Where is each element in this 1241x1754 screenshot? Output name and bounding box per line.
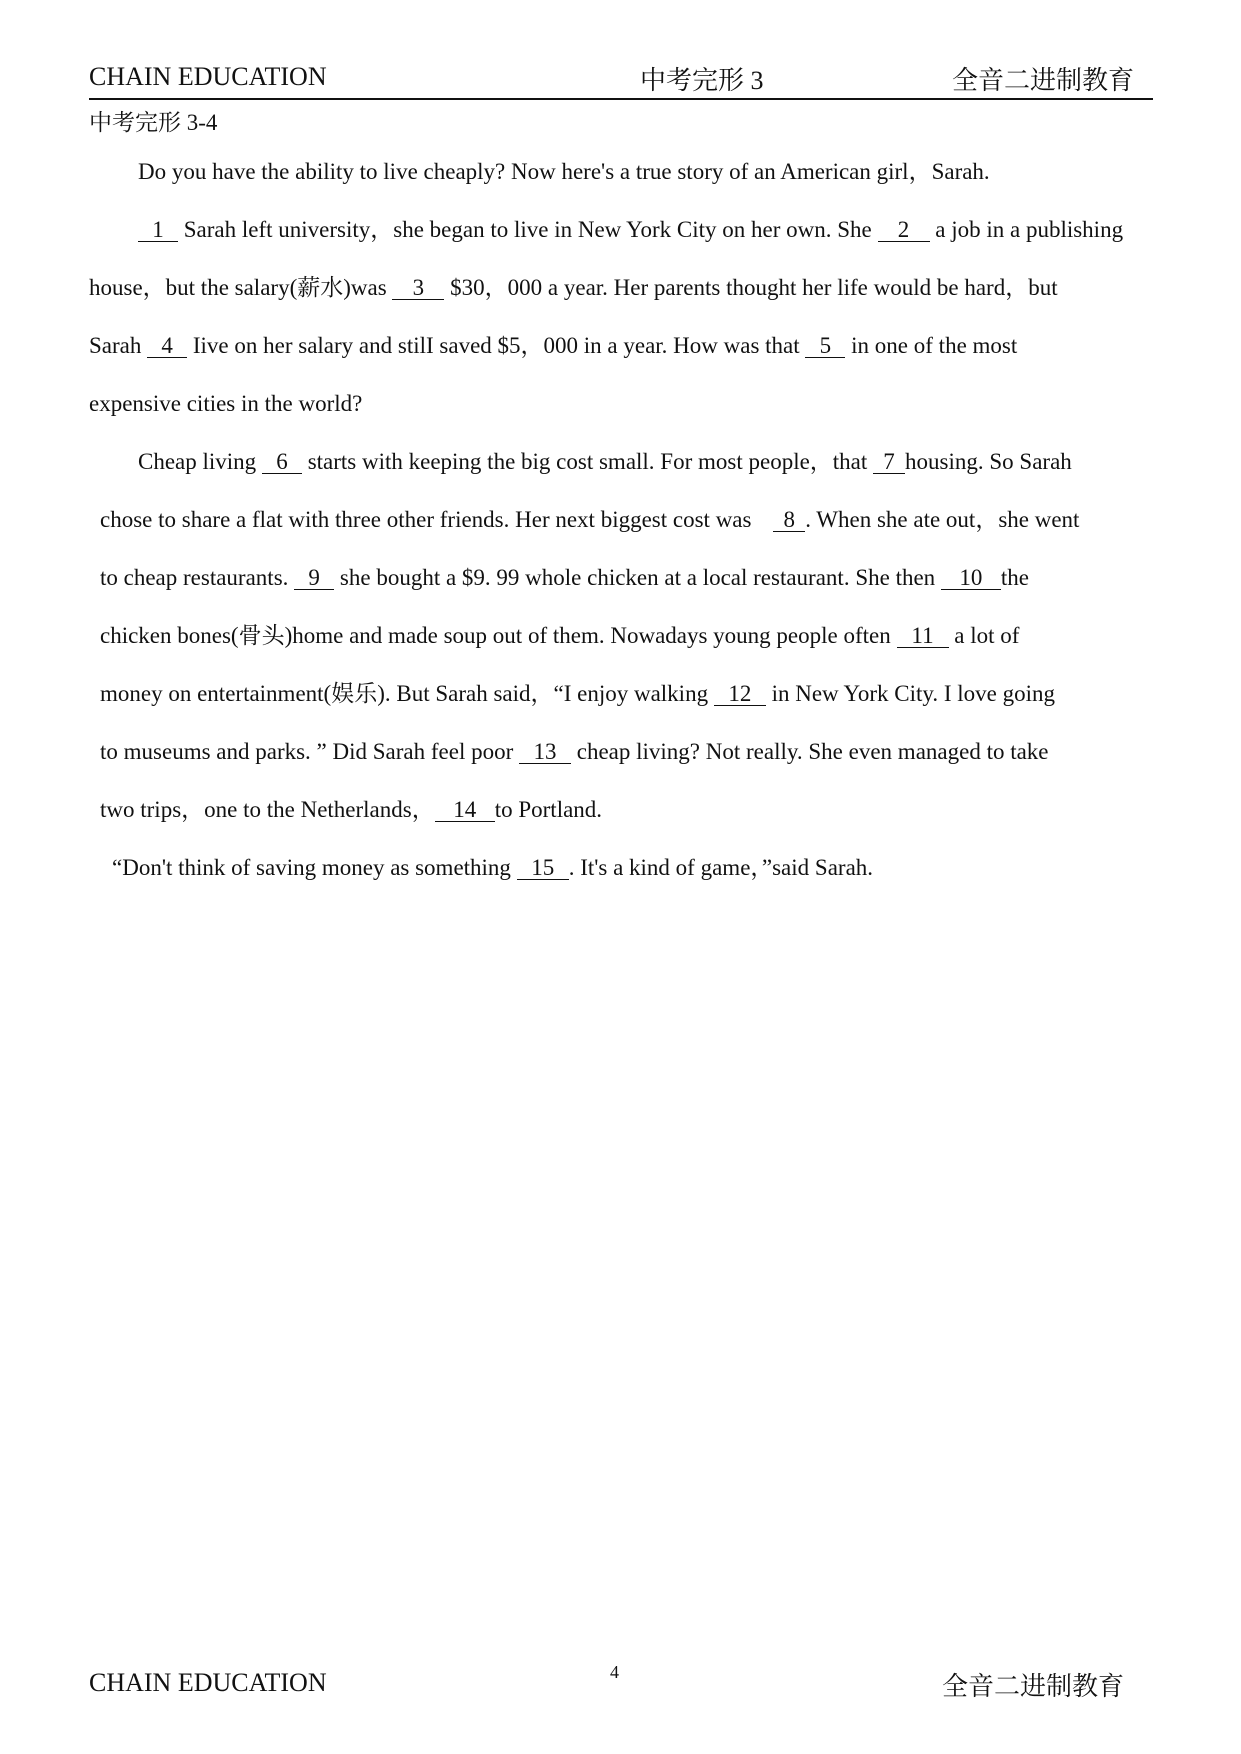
page-number: 4 (610, 1662, 619, 1682)
passage-line (89, 274, 1058, 302)
passage-line (100, 738, 1049, 766)
text-run: Iive on her salary and stilI saved $5，000 in a year. How was that (187, 333, 806, 358)
text-run: $30，000 a year. Her parents thought her life would be hard，but (444, 275, 1058, 300)
blank-7[interactable]: 7 (873, 451, 905, 474)
text-run: chicken bones(骨头)home and made soup out of them. Nowadays young people often (100, 623, 897, 648)
text-run: two trips，one to the Netherlands， (100, 797, 435, 822)
header-rule (89, 98, 1153, 100)
text-run: to museums and parks. ” Did Sarah feel poor (100, 739, 520, 764)
passage-line (100, 564, 1029, 592)
blank-12[interactable]: 12 (714, 683, 766, 706)
passage-line (100, 680, 1055, 708)
exercise-title: 中考完形 3-4 (89, 110, 218, 135)
passage-line (112, 854, 873, 882)
blank-1[interactable]: 1 (138, 219, 178, 242)
blank-3[interactable]: 3 (392, 277, 444, 300)
blank-9[interactable]: 9 (294, 567, 334, 590)
header-title: 中考完形 3 (640, 66, 764, 95)
text-run: chose to share a flat with three other friends. Her next biggest cost was (100, 507, 758, 532)
blank-14[interactable]: 14 (435, 799, 495, 822)
footer-brand: CHAIN EDUCATION (89, 1668, 327, 1697)
blank-11[interactable]: 11 (897, 625, 949, 648)
blank-10[interactable]: 10 (941, 567, 1001, 590)
text-run: a job in a publishing (929, 217, 1124, 242)
text-run: in one of the most (845, 333, 1018, 358)
blank-2[interactable]: 2 (878, 219, 930, 242)
text-run: a lot of (948, 623, 1020, 648)
blank-15[interactable]: 15 (517, 857, 569, 880)
text-run: the (1000, 565, 1030, 590)
passage-line (100, 796, 602, 824)
text-run: cheap living? Not really. She even managed to take (571, 739, 1049, 764)
passage-line (100, 506, 1079, 534)
blank-5[interactable]: 5 (805, 335, 845, 358)
footer-brand-cn: 全音二进制教育 (942, 1672, 1125, 1701)
blank-6[interactable]: 6 (262, 451, 302, 474)
passage-line (89, 390, 362, 418)
text-run: Do you have the ability to live cheaply? Now here's a true story of an American girl，Sarah. (138, 159, 990, 184)
text-run: “Don't think of saving money as something (112, 855, 517, 880)
text-run: Cheap living (138, 449, 262, 474)
text-run: starts with keeping the big cost small. For most people，that (301, 449, 874, 474)
text-run: money on entertainment(娱乐). But Sarah said，“I enjoy walking (100, 681, 714, 706)
header-brand-cn: 全音二进制教育 (952, 66, 1135, 95)
text-run: to cheap restaurants. (100, 565, 295, 590)
text-run: . It's a kind of game，”said Sarah. (568, 855, 874, 880)
blank-13[interactable]: 13 (519, 741, 571, 764)
passage-line (138, 448, 1072, 476)
text-run: to Portland. (494, 797, 603, 822)
text-run: expensive cities in the world? (89, 391, 363, 416)
text-run: house，but the salary(薪水)was (89, 275, 393, 300)
text-run: Sarah left university，she began to live in New York City on her own. She (178, 217, 878, 242)
header-brand: CHAIN EDUCATION (89, 62, 327, 91)
passage-line (138, 158, 990, 186)
text-run: she bought a $9. 99 whole chicken at a local restaurant. She then (334, 565, 941, 590)
text-run: housing. So Sarah (905, 449, 1072, 474)
passage-line (100, 622, 1019, 650)
blank-4[interactable]: 4 (147, 335, 187, 358)
text-run: . When she ate out，she went (805, 507, 1080, 532)
passage-line (89, 332, 1017, 360)
text-run: Sarah (89, 333, 148, 358)
blank-8[interactable]: 8 (773, 509, 805, 532)
text-run: in New York City. I love going (765, 681, 1056, 706)
passage-line (138, 216, 1123, 244)
